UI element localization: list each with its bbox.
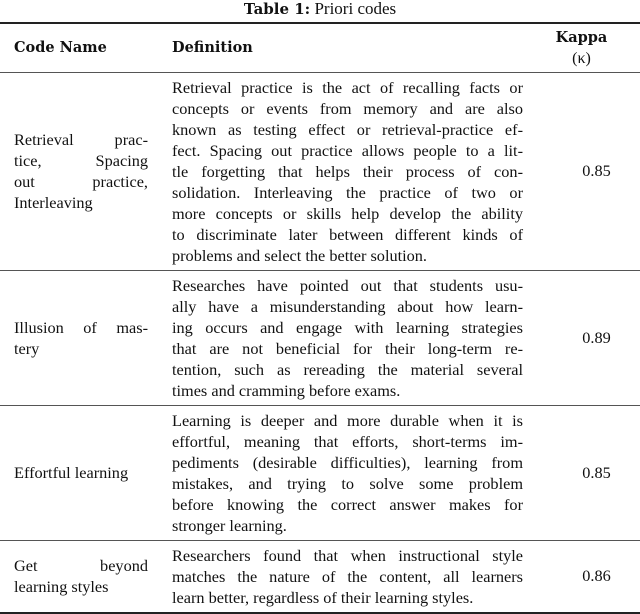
table-caption xyxy=(0,0,640,18)
definition-cell-line: times and cramming before exams. xyxy=(172,380,401,400)
definition-cell-line: concepts or events from memory and are also xyxy=(172,98,523,118)
definition-cell-line: Researches have pointed out that students usu- xyxy=(172,275,523,295)
header-definition: Definition xyxy=(172,39,253,57)
definition-cell-line: that are not beneficial for their long-term re- xyxy=(172,338,523,358)
definition-cell xyxy=(172,72,523,270)
definition-cell xyxy=(172,405,523,540)
header-kappa xyxy=(523,23,640,72)
kappa-symbol: (κ) xyxy=(572,49,591,67)
code-name-cell-line: tery xyxy=(14,338,40,358)
definition-cell-line: ing occurs and engage with learning strategies xyxy=(172,317,523,337)
definition-cell-line: mistakes, and trying to solve some problem xyxy=(172,473,523,493)
definition-cell-line: before knowing the correct answer makes for xyxy=(172,494,523,514)
definition-cell-line: problems and select the better solution. xyxy=(172,245,428,265)
definition-cell-line: ally have a misunderstanding about how learn- xyxy=(172,296,523,316)
code-name-cell-line: tice, Spacing xyxy=(14,151,148,170)
definition-cell-line: matches the nature of the content, all learners xyxy=(172,566,523,586)
code-name-cell-line: out practice, xyxy=(14,172,148,191)
priori-codes-table xyxy=(0,22,640,614)
header-row xyxy=(0,23,640,72)
definition-cell-line: solidation. Interleaving the practice of two or xyxy=(172,182,523,202)
definition-cell-line: effortful, meaning that efforts, short-terms im- xyxy=(172,431,523,451)
code-name-cell xyxy=(0,540,172,613)
caption-label: Table 1: xyxy=(243,0,311,18)
code-name-cell-line: Effortful learning xyxy=(14,463,129,482)
definition-cell-line: Researchers found that when instructional style xyxy=(172,545,523,565)
definition-cell-line: known as testing effect or retrieval-practice ef- xyxy=(172,119,523,139)
definition-cell-line: tle forgetting that helps their process of con- xyxy=(172,161,523,181)
definition-cell-line: stronger learning. xyxy=(172,515,287,535)
kappa-value: 0.89 xyxy=(582,327,611,347)
definition-cell-line: pediments (desirable difficulties), learning from xyxy=(172,452,523,472)
definition-cell-line: more concepts or skills help develop the ability xyxy=(172,203,523,223)
table-row xyxy=(0,270,640,405)
code-name-cell-line: learning styles xyxy=(14,577,109,596)
code-name-cell xyxy=(0,72,172,270)
code-name-cell-line: Illusion of mas- xyxy=(14,317,148,337)
definition-cell-line: Learning is deeper and more durable when it is xyxy=(172,410,523,430)
definition-cell xyxy=(172,540,523,613)
definition-cell-line: tention, such as rereading the material several xyxy=(172,359,523,379)
code-name-cell xyxy=(0,405,172,540)
kappa-value: 0.86 xyxy=(582,566,611,585)
table-row xyxy=(0,72,640,270)
header-code-name: Code Name xyxy=(14,39,107,57)
code-name-cell-line: Get beyond xyxy=(14,556,148,575)
caption-title: Priori codes xyxy=(314,0,397,18)
definition-cell-line: fect. Spacing out practice allows people to a lit- xyxy=(172,140,523,160)
definition-cell-line: to discriminate later between different kinds of xyxy=(172,224,523,244)
definition-cell xyxy=(172,270,523,405)
kappa-value: 0.85 xyxy=(582,462,611,482)
code-name-cell-line: Interleaving xyxy=(14,193,93,212)
definition-cell-line: learn better, regardless of their learning styles. xyxy=(172,587,474,607)
table-row xyxy=(0,540,640,613)
kappa-label: Kappa xyxy=(555,28,608,46)
definition-cell-line: Retrieval practice is the act of recalling facts or xyxy=(172,77,523,97)
code-name-cell-line: Retrieval prac- xyxy=(14,130,148,149)
table-row xyxy=(0,405,640,540)
code-name-cell xyxy=(0,270,172,405)
kappa-value: 0.85 xyxy=(582,161,611,180)
